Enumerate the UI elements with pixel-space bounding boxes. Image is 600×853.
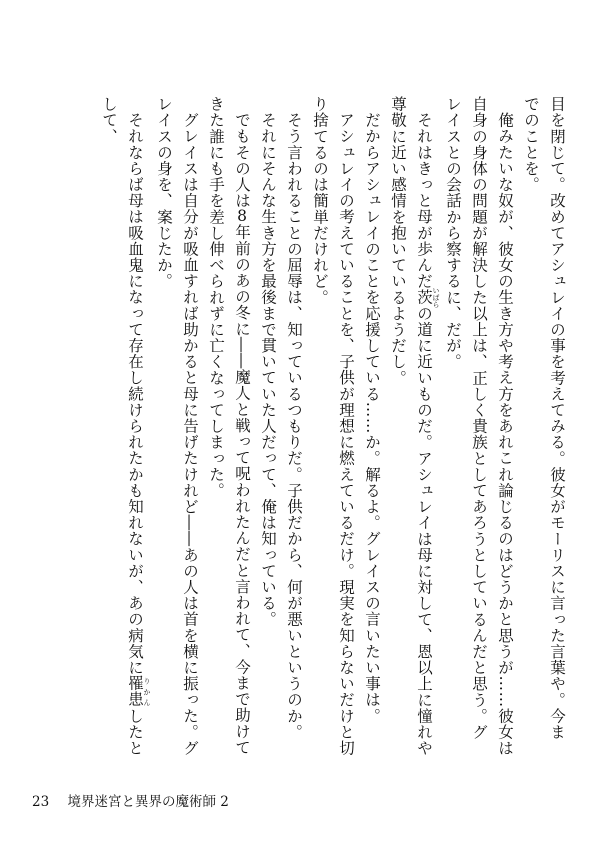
paragraph-text: したとして、: [100, 96, 144, 756]
page-footer: [32, 790, 229, 810]
ruby-annotation: [415, 286, 440, 308]
page-number: 23: [32, 794, 50, 810]
paragraph: [385, 96, 440, 756]
paragraph: だからアシュレイのことを応援している……か。解るよ。グレイスの言いたい事は。: [363, 111, 381, 724]
book-title: 境界迷宮と異界の魔術師 2: [67, 794, 229, 810]
paragraph-text: それはきっと母が歩んだ: [415, 111, 433, 289]
paragraph: 俺みたいな奴が、彼女の生き方や考え方をあれこれ論じるのはどうかと思うが……彼女は自身の身体の問題が解決した以上は、正しく貴族としてあろうとしているんだと思う。グレイスとの会話から察するに、だが。: [444, 96, 514, 756]
paragraph: [96, 96, 151, 756]
ruby-base: 茨: [415, 286, 433, 308]
ruby-annotation: [126, 675, 151, 708]
ruby-reading: いばら: [432, 286, 440, 308]
paragraph: それにそんな生き方を最後まで貫いていた人だって、俺は知っている。: [259, 111, 277, 627]
paragraph-text: 年前のあの冬に――魔人と戦って呪われたんだと言われて、今まで助けてきた誰にも手を差し伸べられずに亡くなってしまった。: [207, 96, 251, 755]
paragraph: 目を閉じて。改めてアシュレイの事を考えてみる。彼女がモーリスに言った言葉や。今までのことを。: [522, 96, 566, 740]
vertical-text-body: [64, 96, 570, 756]
ruby-base: 罹患: [126, 675, 144, 708]
paragraph-text: それならば母は吸血鬼になって存在し続けられたかも知れないが、あの病気に: [126, 111, 144, 675]
paragraph: グレイスは自分が吸血すれば助かると母に告げたけれど――あの人は首を横に振った。グレイスの身を、案じたか。: [155, 96, 199, 756]
ruby-reading: りかん: [143, 675, 151, 708]
inline-number: 8: [237, 208, 247, 224]
paragraph: [203, 96, 255, 756]
paragraph-text: の道に近いものだ。アシュレイは母に対して、恩以上に憧れや尊敬に近い感情を抱いているようだし。: [389, 96, 433, 756]
paragraph: アシュレイの考えていることを、子供が理想に燃えているだけ。現実を知らないだけと切り捨てるのは簡単だけれど。: [311, 96, 355, 756]
paragraph: そう言われることの屈辱は、知っているつもりだ。子供だから、何が悪いというのか。: [285, 111, 303, 740]
paragraph-text: でもその人は: [233, 111, 251, 209]
